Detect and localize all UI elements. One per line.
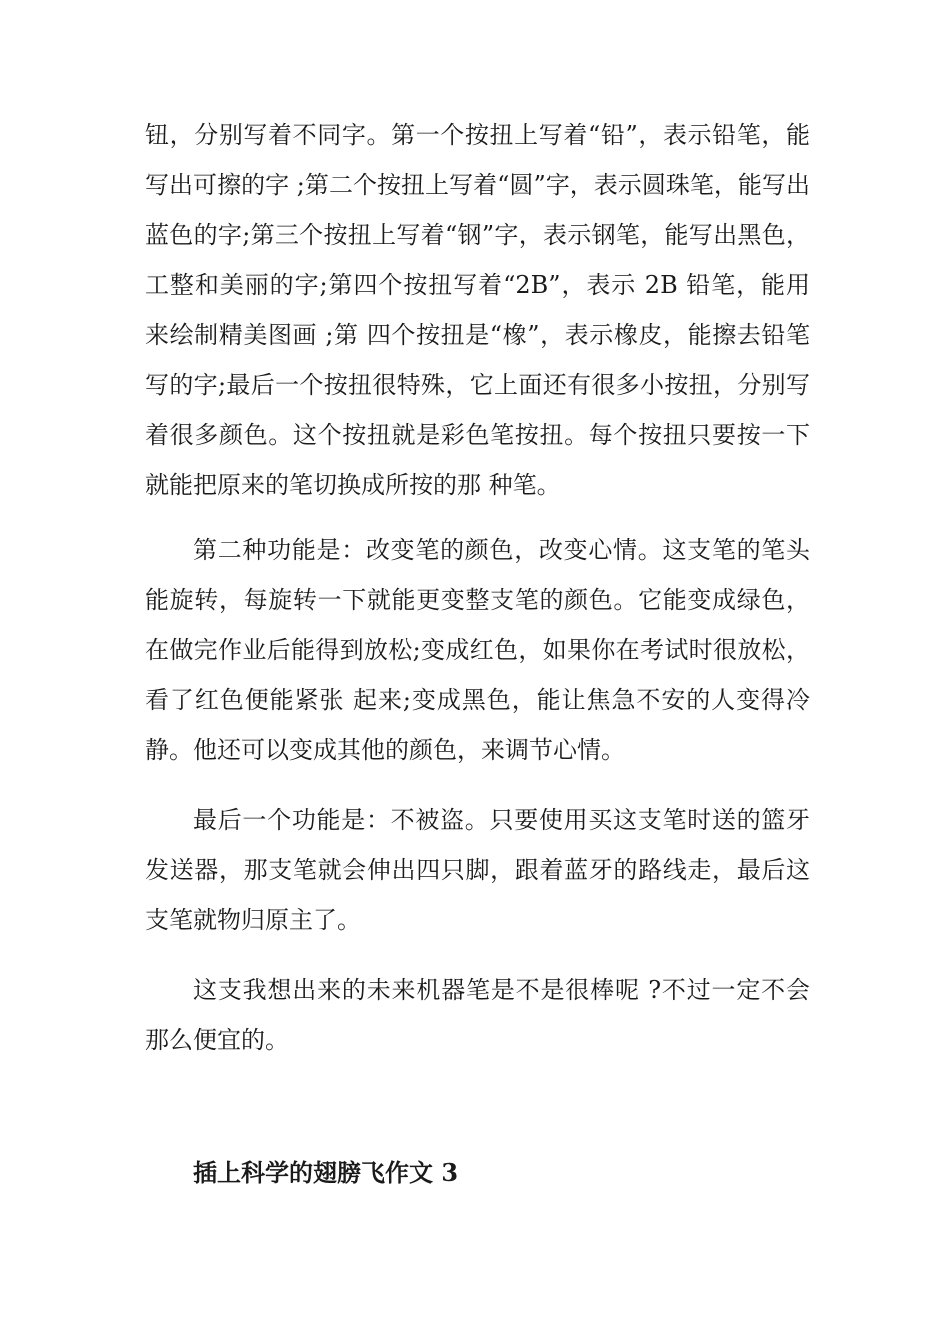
paragraph-conclusion: 这支我想出来的未来机器笔是不是很棒呢 ?不过一定不会那么便宜的。 — [145, 976, 810, 1054]
essay-heading: 插上科学的翅膀飞作文 3 — [193, 1158, 459, 1187]
paragraph-anti-theft: 最后一个功能是：不被盗。只要使用买这支笔时送的篮牙发送器，那支笔就会伸出四只脚，跟着蓝牙的路线走，最后这支笔就物归原主了。 — [145, 806, 810, 934]
paragraph-pen-buttons: 钮，分别写着不同字。第一个按扭上写着“铅”，表示铅笔，能写出可擦的字 ;第二个按扭上写着“圆”字，表示圆珠笔，能写出蓝色的字;第三个按扭上写着“钢”字，表示钢笔，能写出黑色，工整和美丽的字;第四个按扭写着“2B”，表示 2B 铅笔，能用来绘制精美图画 ;第 四个按扭是“橡”，表示橡皮，能擦去铅笔写的字;最后一个按扭很特殊，它上面还有很多小按扭，分别写着很多颜色。这个按扭就是彩色笔按扭。每个按扭只要按一下就能把原来的笔切换成所按的那 种笔。 — [145, 121, 810, 499]
paragraph-color-change: 第二种功能是：改变笔的颜色，改变心情。这支笔的笔头能旋转，每旋转一下就能更变整支笔的颜色。它能变成绿色，在做完作业后能得到放松;变成红色，如果你在考试时很放松，看了红色便能紧张 起来;变成黑色，能让焦急不安的人变得冷静。他还可以变成其他的颜色，来调节心情。 — [145, 536, 810, 764]
